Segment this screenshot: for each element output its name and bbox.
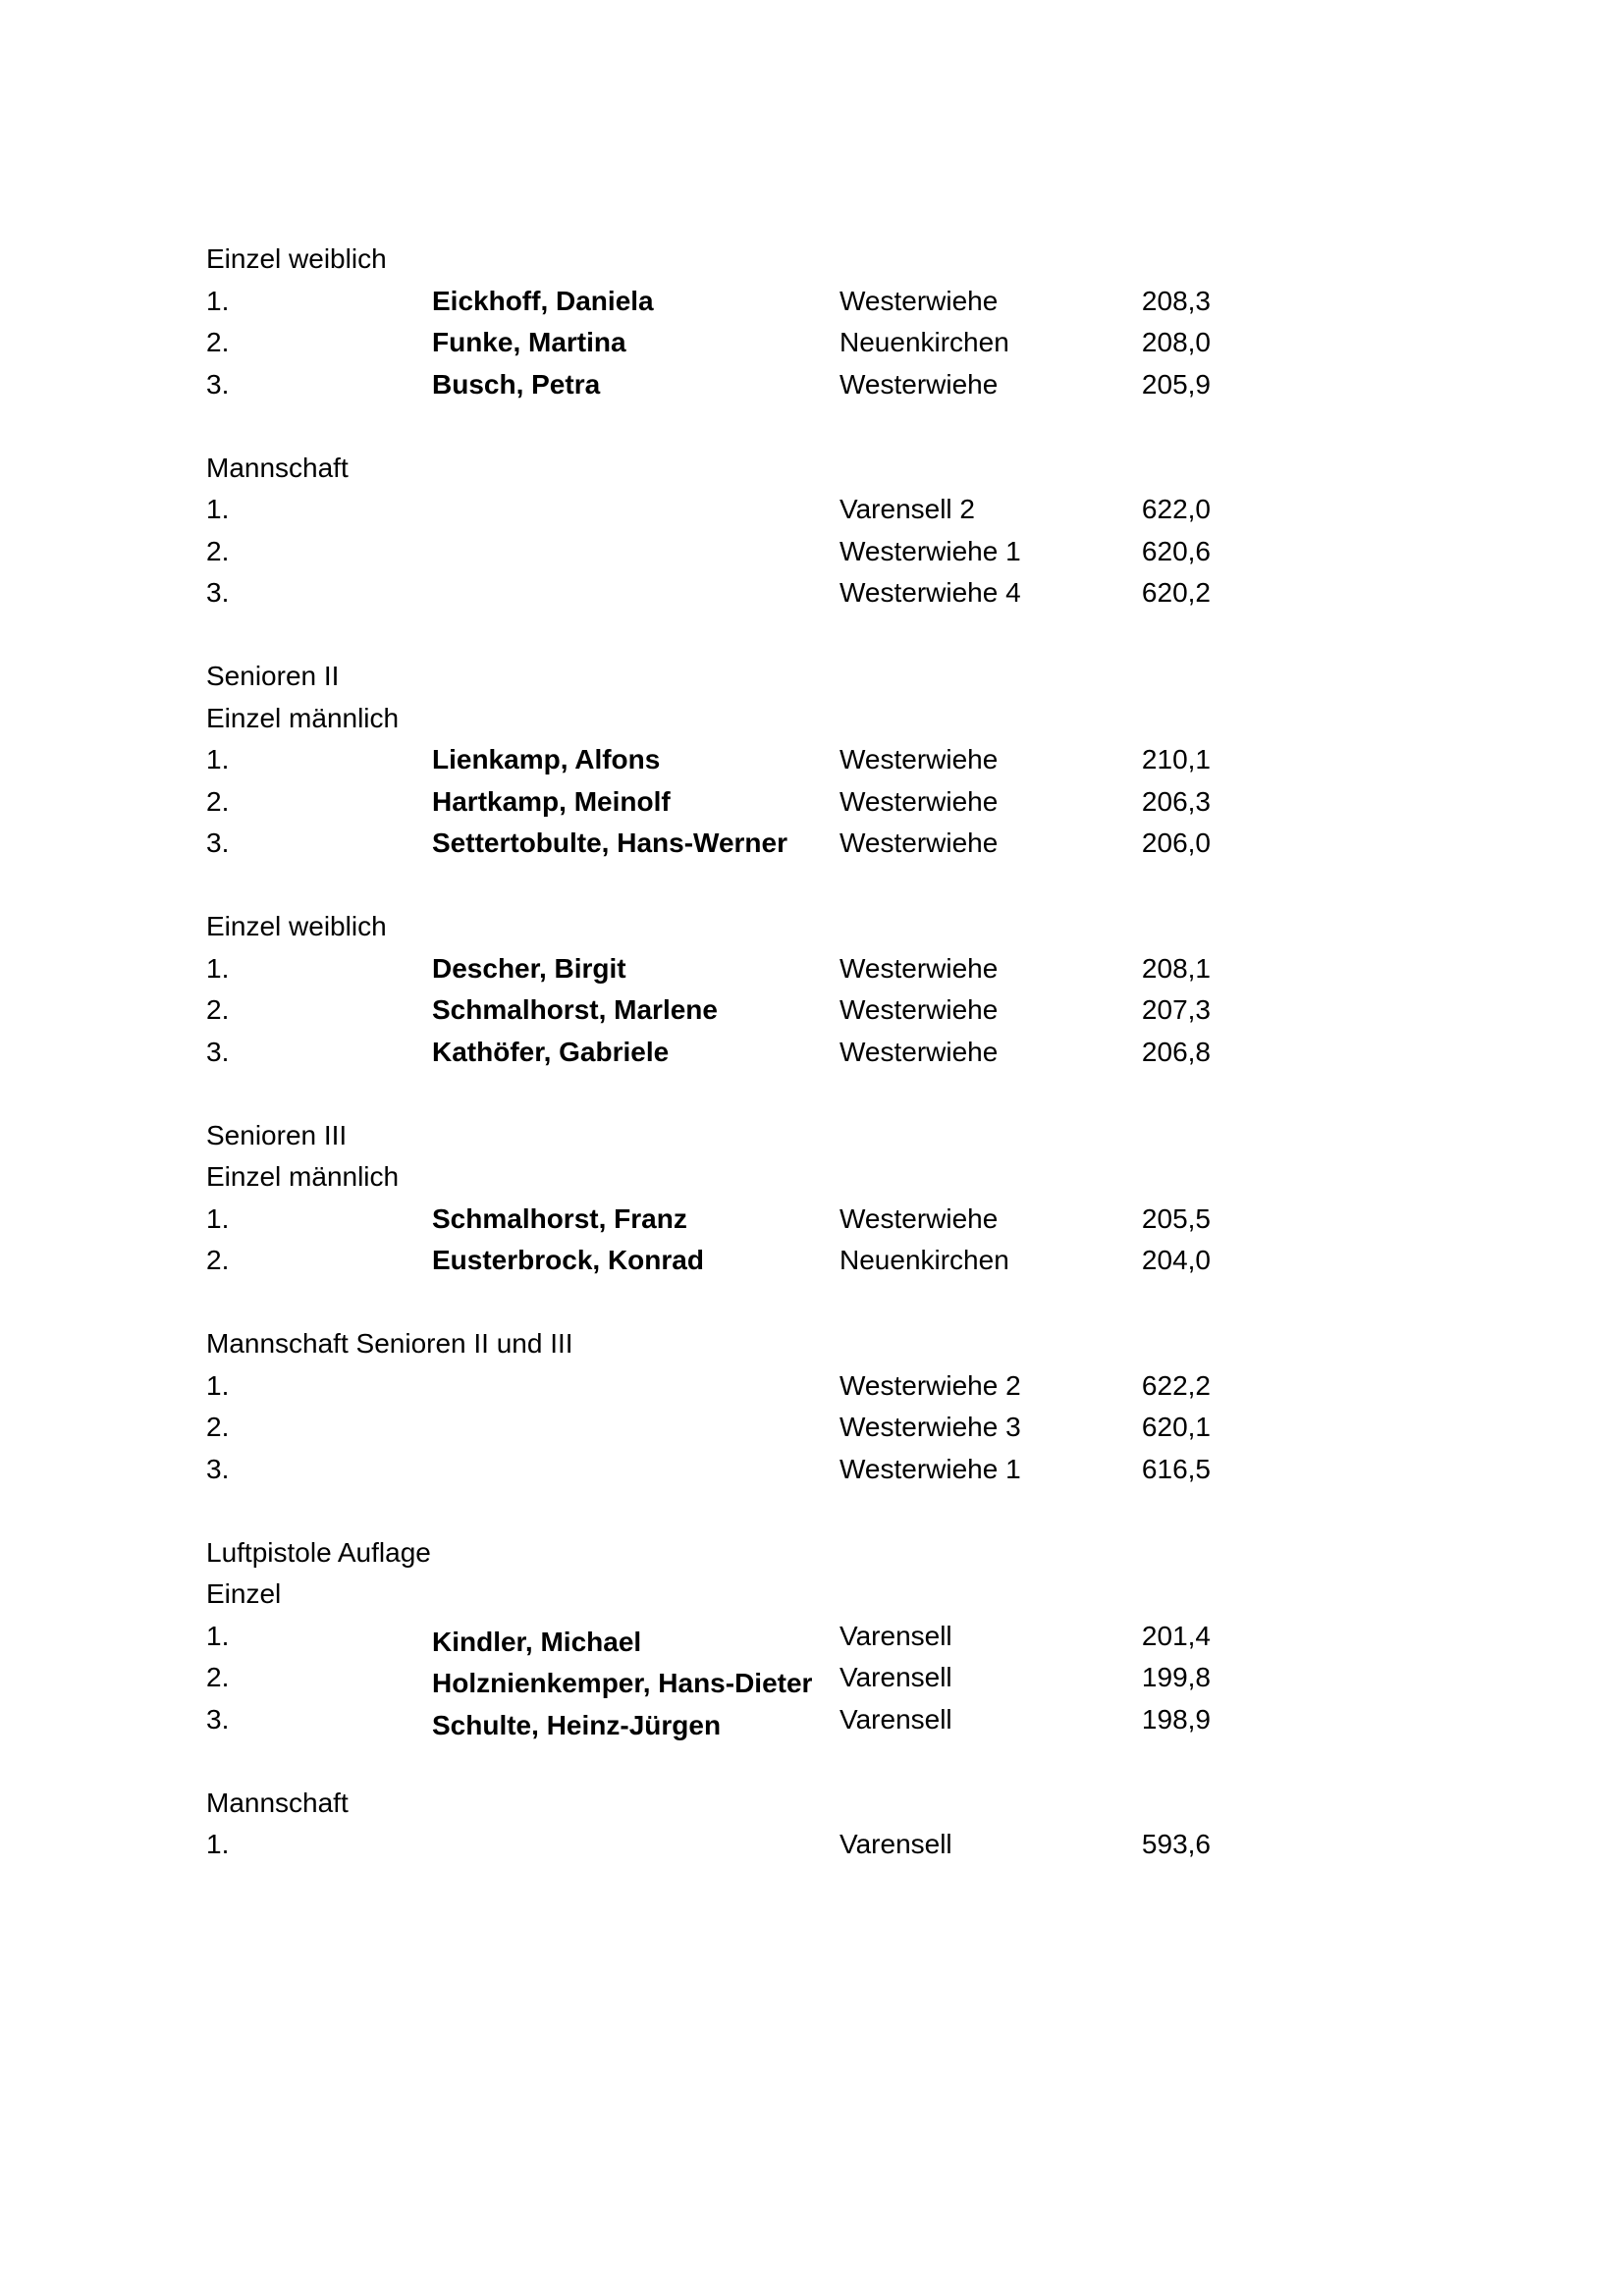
club-name: Westerwiehe [839, 1036, 999, 1067]
rank-label: 2. [206, 327, 230, 357]
score-value: 208,0 [1141, 327, 1211, 357]
score-value: 593,6 [1141, 1829, 1211, 1859]
result-row [0, 281, 1624, 323]
shooter-name: Settertobulte, Hans-Werner [432, 828, 787, 858]
rank-label: 1. [206, 952, 230, 984]
shooter-name: Schmalhorst, Franz [432, 1202, 687, 1234]
rank-label: 1. [206, 494, 230, 524]
rank-label: 2. [206, 1245, 230, 1275]
club-name: Westerwiehe [839, 368, 999, 400]
result-row [0, 572, 1624, 614]
score-value: 620,2 [1141, 577, 1211, 608]
section-heading-line [0, 656, 1624, 698]
rank-label: 3. [206, 1703, 230, 1735]
section-spacer [0, 614, 1624, 657]
result-row [0, 989, 1624, 1032]
result-row [0, 322, 1624, 364]
section-heading-line [0, 1323, 1624, 1365]
club-name: Varensell [839, 1662, 952, 1692]
score-value: 208,1 [1141, 952, 1211, 984]
rank-label: 2. [206, 1662, 230, 1692]
section-heading: Einzel männlich [206, 702, 400, 733]
section-heading: Luftpistole Auflage [206, 1536, 431, 1568]
section-heading: Mannschaft [206, 1787, 349, 1818]
shooter-name: Funke, Martina [432, 327, 626, 357]
score-value: 620,1 [1141, 1412, 1211, 1442]
result-row [0, 1365, 1624, 1408]
score-value: 622,0 [1141, 494, 1211, 524]
shooter-name: Schmalhorst, Marlene [432, 994, 718, 1025]
club-name: Westerwiehe [839, 994, 999, 1025]
section-heading: Senioren II [206, 661, 340, 691]
rank-label: 1. [206, 1620, 230, 1651]
section-heading-line [0, 1574, 1624, 1616]
club-name: Varensell [839, 1829, 952, 1859]
result-row [0, 1032, 1624, 1074]
club-name: Westerwiehe [839, 952, 999, 984]
shooter-name: Holznienkemper, Hans-Dieter [432, 1668, 813, 1698]
shooter-name: Schulte, Heinz-Jürgen [432, 1709, 722, 1740]
club-name: Westerwiehe 1 [839, 1453, 1021, 1484]
club-name: Westerwiehe 2 [839, 1369, 1021, 1401]
shooter-name: Hartkamp, Meinolf [432, 785, 671, 817]
rank-label: 1. [206, 1202, 230, 1234]
club-name: Westerwiehe [839, 1202, 999, 1234]
rank-label: 2. [206, 994, 230, 1025]
club-name: Westerwiehe [839, 285, 999, 316]
result-row [0, 739, 1624, 781]
section-heading-line [0, 906, 1624, 948]
section-heading-line [0, 1532, 1624, 1575]
club-name: Varensell [839, 1620, 952, 1651]
score-value: 206,0 [1141, 828, 1211, 858]
section-heading: Mannschaft [206, 452, 349, 483]
score-value: 205,5 [1141, 1202, 1211, 1234]
club-name: Varensell [839, 1703, 952, 1735]
rank-label: 1. [206, 744, 230, 774]
section-spacer [0, 1740, 1624, 1783]
score-value: 204,0 [1141, 1245, 1211, 1275]
section-heading: Einzel männlich [206, 1161, 400, 1192]
result-row [0, 823, 1624, 865]
rank-label: 2. [206, 1412, 230, 1442]
result-row [0, 489, 1624, 531]
section-heading-line [0, 698, 1624, 740]
club-name: Neuenkirchen [839, 327, 1009, 357]
section-spacer [0, 1282, 1624, 1324]
section-heading-line [0, 1156, 1624, 1199]
result-row [0, 1657, 1624, 1699]
rank-label: 1. [206, 285, 230, 316]
result-row [0, 1449, 1624, 1491]
result-row [0, 531, 1624, 573]
score-value: 616,5 [1141, 1453, 1211, 1484]
score-value: 620,6 [1141, 535, 1211, 566]
shooter-name: Lienkamp, Alfons [432, 744, 661, 774]
rank-label: 2. [206, 535, 230, 566]
section-spacer [0, 865, 1624, 907]
rank-label: 3. [206, 577, 230, 608]
club-name: Varensell 2 [839, 494, 976, 524]
section-spacer [0, 405, 1624, 448]
score-value: 206,3 [1141, 785, 1211, 817]
section-heading: Einzel weiblich [206, 911, 387, 941]
score-value: 201,4 [1141, 1620, 1211, 1651]
result-row [0, 1240, 1624, 1282]
score-value: 622,2 [1141, 1369, 1211, 1401]
result-row [0, 1616, 1624, 1658]
section-heading: Einzel weiblich [206, 243, 387, 274]
score-value: 199,8 [1141, 1662, 1211, 1692]
section-heading-line [0, 1115, 1624, 1157]
section-heading-line [0, 1783, 1624, 1825]
section-heading-line [0, 239, 1624, 281]
rank-label: 1. [206, 1829, 230, 1859]
result-row [0, 364, 1624, 406]
rank-label: 3. [206, 1036, 230, 1067]
results-content [0, 239, 1624, 1866]
rank-label: 3. [206, 1453, 230, 1484]
shooter-name: Busch, Petra [432, 368, 601, 400]
section-heading-line [0, 448, 1624, 490]
section-heading: Mannschaft Senioren II und III [206, 1328, 573, 1359]
result-row [0, 1699, 1624, 1741]
club-name: Westerwiehe [839, 744, 999, 774]
score-value: 207,3 [1141, 994, 1211, 1025]
result-row [0, 948, 1624, 990]
club-name: Westerwiehe [839, 785, 999, 817]
shooter-name: Eickhoff, Daniela [432, 285, 654, 316]
shooter-name: Descher, Birgit [432, 952, 626, 984]
shooter-name: Eusterbrock, Konrad [432, 1245, 704, 1275]
section-heading: Senioren III [206, 1119, 348, 1150]
score-value: 206,8 [1141, 1036, 1211, 1067]
score-value: 205,9 [1141, 368, 1211, 400]
score-value: 198,9 [1141, 1703, 1211, 1735]
club-name: Neuenkirchen [839, 1245, 1009, 1275]
shooter-name: Kindler, Michael [432, 1626, 642, 1657]
result-row [0, 781, 1624, 824]
club-name: Westerwiehe 3 [839, 1412, 1021, 1442]
result-row [0, 1407, 1624, 1449]
rank-label: 3. [206, 828, 230, 858]
club-name: Westerwiehe 4 [839, 577, 1021, 608]
rank-label: 3. [206, 368, 230, 400]
club-name: Westerwiehe 1 [839, 535, 1021, 566]
shooter-name: Kathöfer, Gabriele [432, 1036, 670, 1067]
club-name: Westerwiehe [839, 828, 999, 858]
result-row [0, 1824, 1624, 1866]
score-value: 210,1 [1141, 744, 1211, 774]
section-spacer [0, 1490, 1624, 1532]
score-value: 208,3 [1141, 285, 1211, 316]
section-spacer [0, 1073, 1624, 1115]
section-heading: Einzel [206, 1578, 282, 1609]
rank-label: 1. [206, 1369, 230, 1401]
result-row [0, 1199, 1624, 1241]
rank-label: 2. [206, 785, 230, 817]
